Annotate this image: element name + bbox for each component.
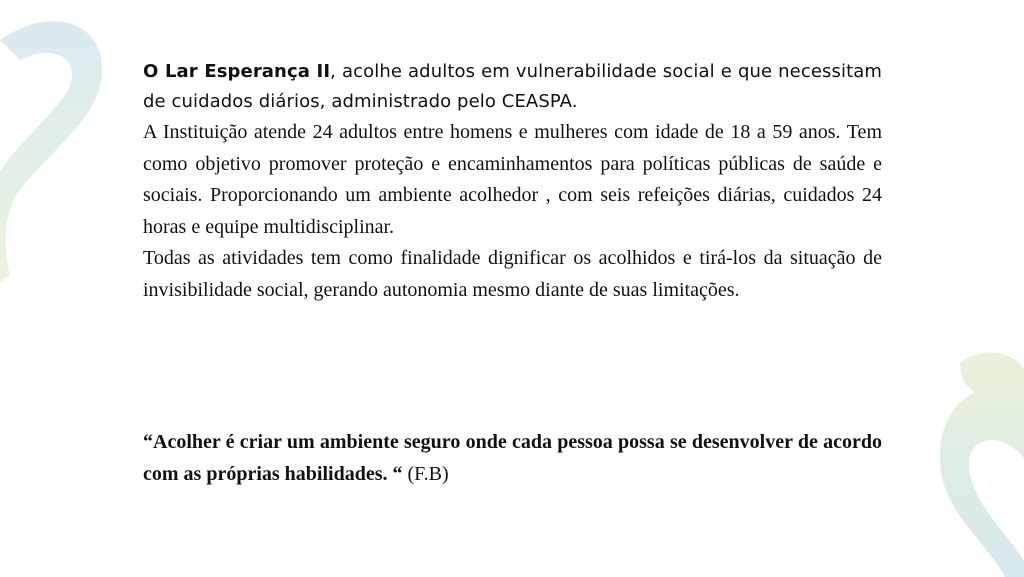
description-paragraph: A Instituição atende 24 adultos entre homens e mulheres com idade de 18 a 59 anos. Tem como objetivo promover proteção e encaminhamentos para políticas públicas de saúde e sociais. Proporcionando um ambiente acolhedor , com seis refeições diárias, cuidados 24 horas e equipe multidisciplinar. <box>143 121 882 238</box>
quote-block <box>143 427 882 490</box>
intro-text: , acolhe adultos em vulnerabilidade social e que necessitam de cuidados diários, administrado pelo CEASPA. <box>143 61 883 112</box>
quote-author: (F.B) <box>407 462 449 485</box>
content-block <box>143 57 882 306</box>
ribbon-decoration-left <box>0 0 110 290</box>
purpose-paragraph: Todas as atividades tem como finalidade dignificar os acolhidos e tirá-los da situação de invisibilidade social, gerando autonomia mesmo diante de suas limitações. <box>143 247 882 301</box>
quote-text: “Acolher é criar um ambiente seguro onde cada pessoa possa se desenvolver de acordo com as próprias habilidades. “ <box>143 431 882 485</box>
ribbon-decoration-right <box>920 347 1024 577</box>
organization-name: O Lar Esperança II <box>143 61 331 82</box>
intro-paragraph <box>143 57 882 117</box>
